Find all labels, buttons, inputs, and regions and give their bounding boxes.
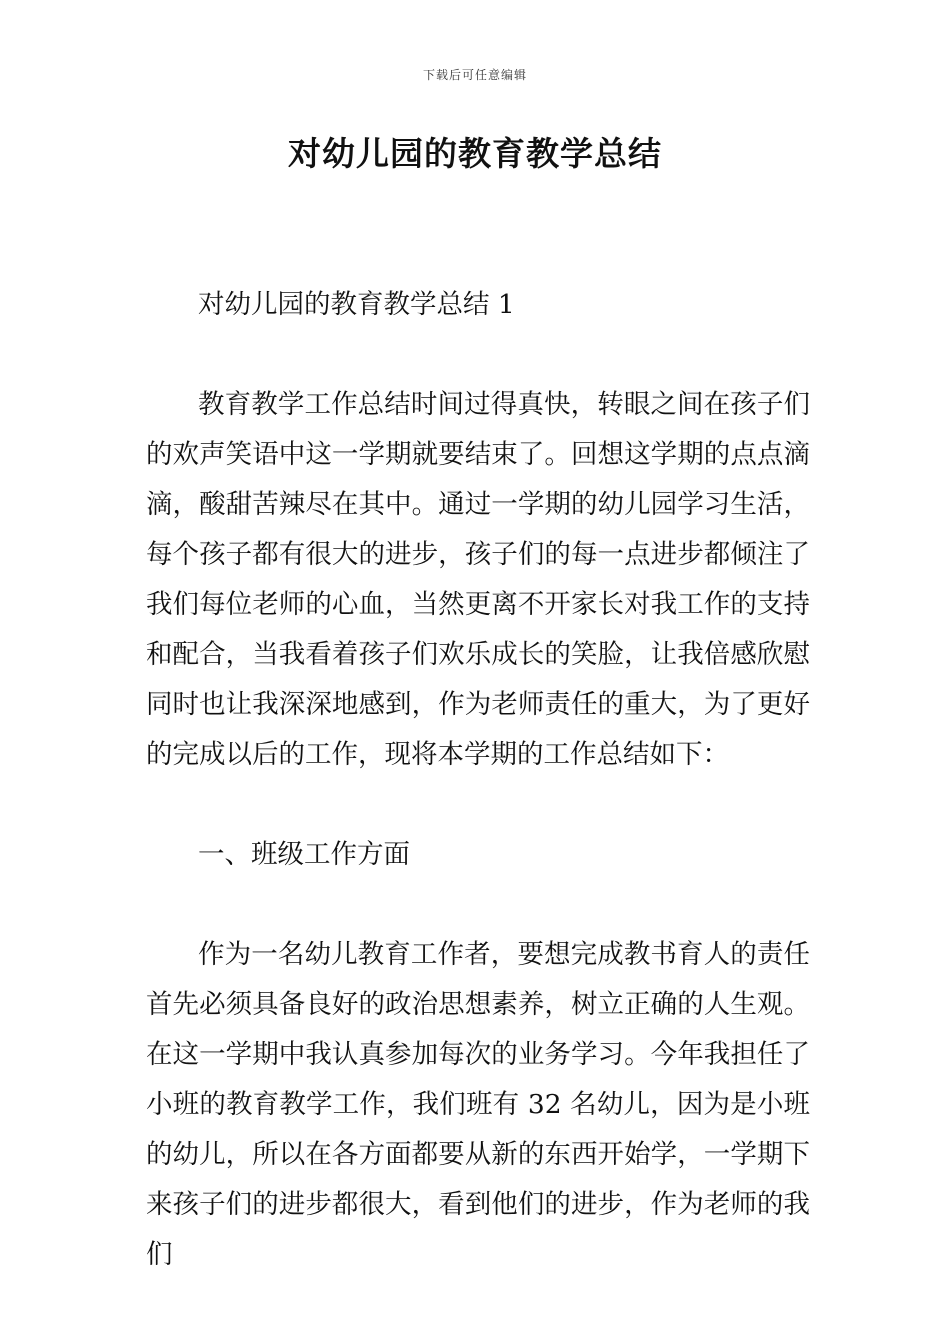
spacer xyxy=(146,330,810,380)
paragraph-1: 教育教学工作总结时间过得真快，转眼之间在孩子们的欢声笑语中这一学期就要结束了。回想这学期的点点滴滴，酸甜苦辣尽在其中。通过一学期的幼儿园学习生活，每个孩子都有很大的进步，孩子们的每一点进步都倾注了我们每位老师的心血，当然更离不开家长对我工作的支持和配合，当我看着孩子们欢乐成长的笑脸，让我倍感欣慰同时也让我深深地感到，作为老师责任的重大，为了更好的完成以后的工作，现将本学期的工作总结如下： xyxy=(146,389,810,770)
spacer xyxy=(146,880,810,930)
paragraph-2: 作为一名幼儿教育工作者，要想完成教书育人的责任首先必须具备良好的政治思想素养，树立正确的人生观。在这一学期中我认真参加每次的业务学习。今年我担任了小班的教育教学工作，我们班有 32 名幼儿，因为是小班的幼儿，所以在各方面都要从新的东西开始学，一学期下来孩子们的进步都很大，看到他们的进步，作为老师的我们 xyxy=(146,939,810,1270)
document-title: 对幼儿园的教育教学总结 xyxy=(288,134,662,173)
section-heading-1: 一、班级工作方面 xyxy=(198,839,410,870)
header-note: 下载后可任意编辑 xyxy=(422,68,527,82)
subtitle: 对幼儿园的教育教学总结 1 xyxy=(198,289,515,320)
document-body xyxy=(146,280,810,1280)
spacer xyxy=(146,780,810,830)
